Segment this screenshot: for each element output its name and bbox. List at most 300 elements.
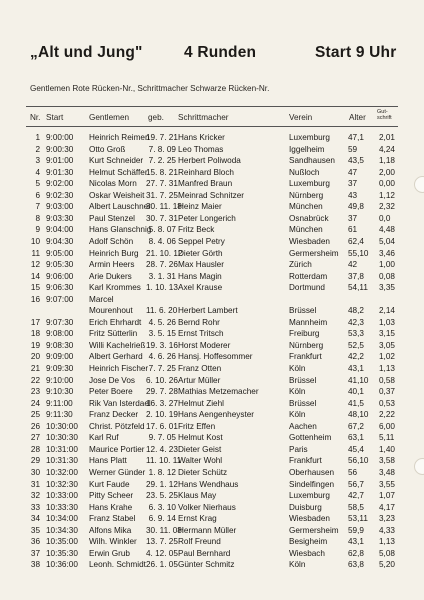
row-nr: 25 bbox=[30, 410, 40, 420]
table-row bbox=[0, 560, 424, 570]
row-start-time: 9:09:30 bbox=[46, 364, 74, 373]
table-row bbox=[0, 456, 424, 466]
row-gentleman-name: Alfons Mika bbox=[89, 525, 132, 535]
row-pacemaker-name: Herbert Poliwoda bbox=[178, 156, 241, 166]
row-pacemaker-name: Helmut Ziehl bbox=[178, 398, 224, 408]
row-club: Luxemburg bbox=[289, 133, 330, 142]
row-start-time: 9:06:00 bbox=[46, 271, 74, 281]
row-credit: 1,13 bbox=[379, 537, 395, 547]
table-row bbox=[0, 433, 424, 443]
row-gentleman-name: Werner Günder bbox=[89, 467, 146, 477]
row-age: 53,3 bbox=[348, 329, 364, 339]
row-start-time: 10:32:30 bbox=[46, 479, 78, 489]
row-pacemaker-name: Horst Moderer bbox=[178, 340, 231, 350]
row-start-time: 9:10:00 bbox=[46, 375, 74, 385]
row-start-time: 9:05:30 bbox=[46, 260, 74, 270]
row-start-time: 10:34:30 bbox=[46, 525, 78, 535]
row-club: Luxemburg bbox=[289, 491, 330, 501]
row-credit: 5,11 bbox=[379, 433, 395, 443]
header-geb: geb. bbox=[148, 113, 164, 122]
row-credit: 0,00 bbox=[379, 179, 395, 189]
table-row bbox=[0, 214, 424, 224]
row-gentleman-name: Christ. Pötzfeld bbox=[89, 421, 145, 431]
row-pacemaker-name: Helmut Kost bbox=[178, 433, 223, 443]
row-birth-date: 27. 7. 31 bbox=[146, 179, 178, 189]
row-birth-date: 15. 8. 21 bbox=[146, 167, 178, 177]
row-credit: 2,22 bbox=[379, 410, 395, 420]
row-pacemaker-name: Hansj. Hoffesommer bbox=[178, 352, 253, 362]
row-club: Nürnberg bbox=[289, 190, 324, 200]
row-age: 53,11 bbox=[348, 514, 368, 524]
row-nr: 26 bbox=[30, 421, 40, 431]
table-row bbox=[0, 156, 424, 166]
row-gentleman-name: Adolf Schön bbox=[89, 236, 134, 246]
header-gutschrift: Gut- schrift bbox=[377, 109, 392, 121]
row-age: 43,5 bbox=[348, 156, 364, 166]
row-gentleman-name: Pitty Scheer bbox=[89, 491, 134, 501]
row-birth-date: 30. 7. 31 bbox=[146, 213, 178, 223]
row-birth-date: 6. 3. 10 bbox=[148, 502, 176, 512]
row-birth-date: 23. 5. 25 bbox=[146, 491, 178, 501]
table-row bbox=[0, 491, 424, 501]
row-gentleman-name: Arie Dukers bbox=[89, 271, 132, 281]
header-start: Start bbox=[46, 113, 64, 122]
row-credit: 1,40 bbox=[379, 444, 395, 454]
row-pacemaker-name: Hermann Müller bbox=[178, 525, 237, 535]
row-nr: 12 bbox=[30, 260, 40, 270]
row-nr: 36 bbox=[30, 537, 40, 547]
row-nr: 28 bbox=[30, 444, 40, 454]
row-club: Sindelfingen bbox=[289, 479, 335, 489]
row-start-time: 10:31:00 bbox=[46, 444, 78, 454]
row-age: 48,10 bbox=[348, 410, 369, 420]
row-start-time: 10:30:00 bbox=[46, 421, 78, 431]
row-club: München bbox=[289, 202, 323, 212]
row-club: Besigheim bbox=[289, 537, 328, 547]
row-pacemaker-name: Dieter Görth bbox=[178, 248, 223, 258]
row-nr: 37 bbox=[30, 548, 40, 558]
row-pacemaker-name: Seppel Petry bbox=[178, 236, 225, 246]
row-pacemaker-name: Ernst Krag bbox=[178, 514, 217, 524]
row-club: Osnabrück bbox=[289, 213, 329, 223]
row-nr: 4 bbox=[35, 167, 40, 177]
row-club: Zürich bbox=[289, 260, 312, 270]
row-birth-date: 4. 6. 26 bbox=[148, 352, 176, 362]
table-row bbox=[0, 145, 424, 155]
row-start-time: 9:00:30 bbox=[46, 144, 74, 154]
row-start-time: 9:07:30 bbox=[46, 317, 74, 327]
header-alter: Alter bbox=[349, 113, 366, 122]
table-row bbox=[0, 202, 424, 212]
row-pacemaker-name: Fritz Effen bbox=[178, 421, 216, 431]
row-club: Mannheim bbox=[289, 317, 328, 327]
row-nr: 33 bbox=[30, 502, 40, 512]
row-age: 63,8 bbox=[348, 560, 364, 570]
row-start-time: 10:35:00 bbox=[46, 537, 78, 547]
row-age: 55,10 bbox=[348, 248, 369, 258]
row-pacemaker-name: Leo Thomas bbox=[178, 144, 224, 154]
row-start-time: 9:04:30 bbox=[46, 236, 74, 246]
table-row bbox=[0, 179, 424, 189]
row-nr: 7 bbox=[35, 202, 40, 212]
row-club: Dortmund bbox=[289, 283, 325, 293]
row-birth-date: 11. 6. 20 bbox=[146, 306, 178, 316]
row-birth-date: 2. 10. 19 bbox=[146, 410, 178, 420]
row-age: 41,10 bbox=[348, 375, 369, 385]
row-gentleman-name: Franz Stabel bbox=[89, 514, 136, 524]
table-row bbox=[0, 537, 424, 547]
row-age: 47,1 bbox=[348, 133, 364, 142]
row-birth-date: 7. 8. 09 bbox=[148, 144, 176, 154]
row-nr: 17 bbox=[30, 317, 40, 327]
row-age: 58,5 bbox=[348, 502, 364, 512]
row-nr: 22 bbox=[30, 375, 40, 385]
header-nr: Nr. bbox=[30, 113, 41, 122]
row-gentleman-name: Fritz Sütterlin bbox=[89, 329, 138, 339]
row-start-time: 10:31:30 bbox=[46, 456, 78, 466]
row-credit: 4,24 bbox=[379, 144, 395, 154]
row-start-time: 9:01:00 bbox=[46, 156, 74, 166]
row-age: 43,1 bbox=[348, 364, 364, 373]
row-pacemaker-name: Max Hausler bbox=[178, 260, 224, 270]
row-nr: 34 bbox=[30, 514, 40, 524]
row-gentleman-name: Oskar Weisheit bbox=[89, 190, 145, 200]
table-row bbox=[0, 249, 424, 259]
row-birth-date: 17. 6. 01 bbox=[146, 421, 178, 431]
table-row bbox=[0, 422, 424, 432]
table-row bbox=[0, 329, 424, 339]
row-age: 42,7 bbox=[348, 491, 364, 501]
row-age: 62,8 bbox=[348, 548, 364, 558]
row-club: Brüssel bbox=[289, 375, 317, 385]
table-row bbox=[0, 399, 424, 409]
row-start-time: 9:00:00 bbox=[46, 133, 74, 142]
row-gentleman-name: Heinrich Fischer bbox=[89, 364, 149, 373]
row-nr: 30 bbox=[30, 467, 40, 477]
row-age: 56,10 bbox=[348, 456, 369, 466]
table-row bbox=[0, 191, 424, 201]
row-gentleman-name: Hans Krahe bbox=[89, 502, 133, 512]
row-age: 42 bbox=[348, 260, 358, 270]
row-gentleman-name: Hans Glanschnig bbox=[89, 225, 152, 235]
row-birth-date: 7. 7. 25 bbox=[148, 364, 176, 373]
row-gentleman-name: Kurt Faude bbox=[89, 479, 130, 489]
row-age: 59 bbox=[348, 144, 358, 154]
row-birth-date: 4. 12. 05 bbox=[146, 548, 178, 558]
row-birth-date: 26. 1. 05 bbox=[146, 560, 178, 570]
row-club: Freiburg bbox=[289, 329, 320, 339]
table-row bbox=[0, 480, 424, 490]
table-row bbox=[0, 295, 424, 305]
header-gentlemen: Gentlemen bbox=[89, 113, 130, 122]
row-credit: 1,00 bbox=[379, 260, 395, 270]
row-age: 47 bbox=[348, 167, 358, 177]
row-credit: 3,35 bbox=[379, 283, 395, 293]
table-row bbox=[0, 468, 424, 478]
row-gentleman-name: Karl Krommes bbox=[89, 283, 141, 293]
row-gentleman-name: Hans Platt bbox=[89, 456, 127, 466]
header-rule-top bbox=[26, 106, 398, 107]
table-row bbox=[0, 237, 424, 247]
table-row bbox=[0, 410, 424, 420]
row-credit: 2,00 bbox=[379, 167, 395, 177]
row-pacemaker-name: Klaus May bbox=[178, 491, 217, 501]
row-birth-date: 28. 7. 26 bbox=[146, 260, 178, 270]
row-pacemaker-name: Mathias Metzemacher bbox=[178, 387, 259, 397]
row-club: München bbox=[289, 225, 323, 235]
row-credit: 6,00 bbox=[379, 421, 395, 431]
row-gentleman-name: Erwin Grub bbox=[89, 548, 130, 558]
row-age: 49,8 bbox=[348, 202, 364, 212]
title-event: „Alt und Jung" bbox=[30, 44, 143, 61]
row-gentleman-name: Rik Van Isterdael bbox=[89, 398, 151, 408]
row-club: Brüssel bbox=[289, 306, 317, 316]
row-gentleman-name: Mourenhout bbox=[89, 306, 133, 316]
row-nr: 9 bbox=[35, 225, 40, 235]
row-nr: 6 bbox=[35, 190, 40, 200]
row-pacemaker-name: Hans Magin bbox=[178, 271, 222, 281]
row-credit: 0,53 bbox=[379, 398, 395, 408]
row-club: Paris bbox=[289, 444, 308, 454]
row-birth-date: 29. 1. 12 bbox=[146, 479, 178, 489]
row-birth-date: 8. 4. 06 bbox=[148, 236, 176, 246]
row-birth-date: 31. 7. 25 bbox=[146, 190, 178, 200]
table-row bbox=[0, 341, 424, 351]
row-birth-date: 19. 7. 21 bbox=[146, 133, 178, 142]
row-pacemaker-name: Dieter Geist bbox=[178, 444, 222, 454]
row-credit: 1,12 bbox=[379, 190, 395, 200]
row-birth-date: 9. 7. 05 bbox=[148, 433, 176, 443]
row-gentleman-name: Wilh. Winkler bbox=[89, 537, 137, 547]
row-nr: 21 bbox=[30, 364, 40, 373]
row-nr: 29 bbox=[30, 456, 40, 466]
row-pacemaker-name: Hans Aengenheyster bbox=[178, 410, 255, 420]
row-pacemaker-name: Heinz Maier bbox=[178, 202, 222, 212]
row-pacemaker-name: Herbert Lambert bbox=[178, 306, 238, 316]
row-credit: 4,17 bbox=[379, 502, 395, 512]
row-birth-date: 29. 7. 28 bbox=[146, 387, 178, 397]
row-start-time: 9:01:30 bbox=[46, 167, 74, 177]
row-age: 62,4 bbox=[348, 236, 364, 246]
row-pacemaker-name: Hans Wendhaus bbox=[178, 479, 239, 489]
row-club: Köln bbox=[289, 410, 306, 420]
row-club: Sandhausen bbox=[289, 156, 335, 166]
row-gentleman-name: Helmut Schäffer bbox=[89, 167, 148, 177]
row-start-time: 9:11:30 bbox=[46, 410, 73, 420]
row-age: 48,2 bbox=[348, 306, 364, 316]
row-pacemaker-name: Volker Nierhaus bbox=[178, 502, 236, 512]
row-credit: 5,20 bbox=[379, 560, 395, 570]
title-laps: 4 Runden bbox=[184, 44, 257, 61]
row-pacemaker-name: Hans Kricker bbox=[178, 133, 225, 142]
row-pacemaker-name: Walter Wohl bbox=[178, 456, 223, 466]
header-schrittmacher: Schrittmacher bbox=[178, 113, 229, 122]
row-age: 40,1 bbox=[348, 387, 364, 397]
row-nr: 35 bbox=[30, 525, 40, 535]
row-birth-date: 11. 10. 11 bbox=[146, 456, 182, 466]
row-gentleman-name: Erich Ehrhardt bbox=[89, 317, 142, 327]
table-row bbox=[0, 503, 424, 513]
row-birth-date: 13. 7. 25 bbox=[146, 537, 178, 547]
row-credit: 1,03 bbox=[379, 317, 395, 327]
row-credit: 5,04 bbox=[379, 236, 395, 246]
row-gentleman-name: Paul Stenzel bbox=[89, 213, 135, 223]
row-nr: 27 bbox=[30, 433, 40, 443]
row-club: Köln bbox=[289, 364, 306, 373]
row-birth-date: 3. 5. 15 bbox=[148, 329, 176, 339]
row-credit: 5,08 bbox=[379, 548, 395, 558]
row-nr: 15 bbox=[30, 283, 40, 293]
row-club: Wiesbaden bbox=[289, 514, 330, 524]
row-age: 56 bbox=[348, 467, 358, 477]
row-pacemaker-name: Günter Schmitz bbox=[178, 560, 235, 570]
row-age: 52,5 bbox=[348, 340, 364, 350]
row-age: 61 bbox=[348, 225, 358, 235]
row-club: Köln bbox=[289, 560, 306, 570]
row-credit: 3,48 bbox=[379, 467, 395, 477]
row-pacemaker-name: Peter Longerich bbox=[178, 213, 236, 223]
row-club: Frankfurt bbox=[289, 352, 322, 362]
row-gentleman-name: Otto Groß bbox=[89, 144, 126, 154]
row-club: Frankfurt bbox=[289, 456, 322, 466]
row-pacemaker-name: Manfred Braun bbox=[178, 179, 233, 189]
row-age: 59,9 bbox=[348, 525, 364, 535]
row-pacemaker-name: Reinhard Bloch bbox=[178, 167, 234, 177]
table-row bbox=[0, 318, 424, 328]
row-pacemaker-name: Artur Müller bbox=[178, 375, 221, 385]
row-gentleman-name: Karl Ruf bbox=[89, 433, 119, 443]
row-start-time: 9:08:30 bbox=[46, 340, 74, 350]
row-pacemaker-name: Dieter Schütz bbox=[178, 467, 228, 477]
row-start-time: 9:09:00 bbox=[46, 352, 74, 362]
row-start-time: 10:30:30 bbox=[46, 433, 78, 443]
row-start-time: 9:03:30 bbox=[46, 213, 74, 223]
row-club: Duisburg bbox=[289, 502, 322, 512]
row-start-time: 9:02:00 bbox=[46, 179, 74, 189]
table-row bbox=[0, 225, 424, 235]
row-start-time: 10:35:30 bbox=[46, 548, 78, 558]
row-gentleman-name: Albert Gerhard bbox=[89, 352, 143, 362]
row-gentleman-name: Nicolas Morn bbox=[89, 179, 137, 189]
row-age: 37 bbox=[348, 179, 358, 189]
row-pacemaker-name: Rolf Freund bbox=[178, 537, 221, 547]
row-age: 67,2 bbox=[348, 421, 364, 431]
table-row bbox=[0, 514, 424, 524]
row-age: 43 bbox=[348, 190, 358, 200]
row-club: Oberhausen bbox=[289, 467, 335, 477]
row-birth-date: 30. 11. 18 bbox=[146, 202, 182, 212]
row-birth-date: 1. 10. 13 bbox=[146, 283, 178, 293]
row-birth-date: 21. 10. 12 bbox=[146, 248, 183, 258]
row-age: 63,1 bbox=[348, 433, 364, 443]
row-pacemaker-name: Ernst Tritsch bbox=[178, 329, 224, 339]
punch-hole-top bbox=[414, 176, 424, 193]
row-gentleman-name: Maurice Portier bbox=[89, 444, 145, 454]
row-gentleman-name: Leonh. Schmidt bbox=[89, 560, 146, 570]
title-start-time: Start 9 Uhr bbox=[315, 44, 397, 61]
row-gentleman-name: Kurt Schneider bbox=[89, 156, 144, 166]
row-credit: 1,07 bbox=[379, 491, 395, 501]
table-row bbox=[0, 306, 424, 316]
row-age: 54,11 bbox=[348, 283, 368, 293]
table-row bbox=[0, 364, 424, 374]
row-credit: 0,37 bbox=[379, 387, 395, 397]
row-age: 41,5 bbox=[348, 398, 364, 408]
table-row bbox=[0, 260, 424, 270]
row-pacemaker-name: Axel Krause bbox=[178, 283, 223, 293]
row-start-time: 9:03:00 bbox=[46, 202, 74, 212]
row-birth-date: 7. 2. 25 bbox=[148, 156, 176, 166]
row-club: Luxemburg bbox=[289, 179, 330, 189]
row-start-time: 10:33:00 bbox=[46, 491, 78, 501]
row-gentleman-name: Heinrich Burg bbox=[89, 248, 139, 258]
row-club: Aachen bbox=[289, 421, 317, 431]
row-pacemaker-name: Fritz Beck bbox=[178, 225, 215, 235]
table-row bbox=[0, 526, 424, 536]
row-credit: 1,02 bbox=[379, 352, 395, 362]
row-nr: 14 bbox=[30, 271, 40, 281]
table-row bbox=[0, 168, 424, 178]
row-nr: 2 bbox=[35, 144, 40, 154]
row-club: Köln bbox=[289, 387, 306, 397]
row-nr: 11 bbox=[31, 248, 40, 258]
row-credit: 2,32 bbox=[379, 202, 395, 212]
row-birth-date: 6. 10. 26 bbox=[146, 375, 178, 385]
row-nr: 32 bbox=[30, 491, 40, 501]
row-nr: 24 bbox=[30, 398, 40, 408]
row-credit: 3,46 bbox=[379, 248, 395, 258]
row-credit: 1,13 bbox=[379, 364, 395, 373]
row-gentleman-name: Marcel bbox=[89, 294, 114, 304]
row-age: 43,1 bbox=[348, 537, 364, 547]
row-nr: 8 bbox=[35, 213, 40, 223]
row-club: Rotterdam bbox=[289, 271, 328, 281]
row-start-time: 9:06:30 bbox=[46, 283, 74, 293]
row-gentleman-name: Jose De Vos bbox=[89, 375, 135, 385]
row-nr: 38 bbox=[30, 560, 40, 570]
row-age: 45,4 bbox=[348, 444, 364, 454]
row-start-time: 10:33:30 bbox=[46, 502, 78, 512]
table-row bbox=[0, 133, 424, 143]
row-start-time: 9:07:00 bbox=[46, 294, 74, 304]
row-club: Germersheim bbox=[289, 248, 339, 258]
row-credit: 4,48 bbox=[379, 225, 395, 235]
row-nr: 10 bbox=[30, 236, 40, 246]
table-row bbox=[0, 283, 424, 293]
row-club: Iggelheim bbox=[289, 144, 325, 154]
row-credit: 2,14 bbox=[379, 306, 395, 316]
row-start-time: 9:11:00 bbox=[46, 398, 73, 408]
row-club: Nürnberg bbox=[289, 340, 324, 350]
row-club: Wiesbach bbox=[289, 548, 325, 558]
row-credit: 3,23 bbox=[379, 514, 395, 524]
row-birth-date: 6. 9. 14 bbox=[148, 514, 176, 524]
row-start-time: 10:36:00 bbox=[46, 560, 78, 570]
row-gentleman-name: Franz Decker bbox=[89, 410, 139, 420]
row-age: 37 bbox=[348, 213, 358, 223]
row-gentleman-name: Peter Boere bbox=[89, 387, 133, 397]
row-gentleman-name: Heinrich Reimen bbox=[89, 133, 150, 142]
row-credit: 3,15 bbox=[379, 329, 395, 339]
row-nr: 31 bbox=[30, 479, 40, 489]
row-birth-date: 5. 8. 07 bbox=[148, 225, 176, 235]
row-credit: 0,58 bbox=[379, 375, 395, 385]
header-rule-bottom bbox=[26, 126, 398, 127]
row-gentleman-name: Willi Kachelrieß bbox=[89, 340, 146, 350]
row-birth-date: 1. 8. 12 bbox=[148, 467, 176, 477]
row-credit: 3,58 bbox=[379, 456, 395, 466]
table-row bbox=[0, 352, 424, 362]
